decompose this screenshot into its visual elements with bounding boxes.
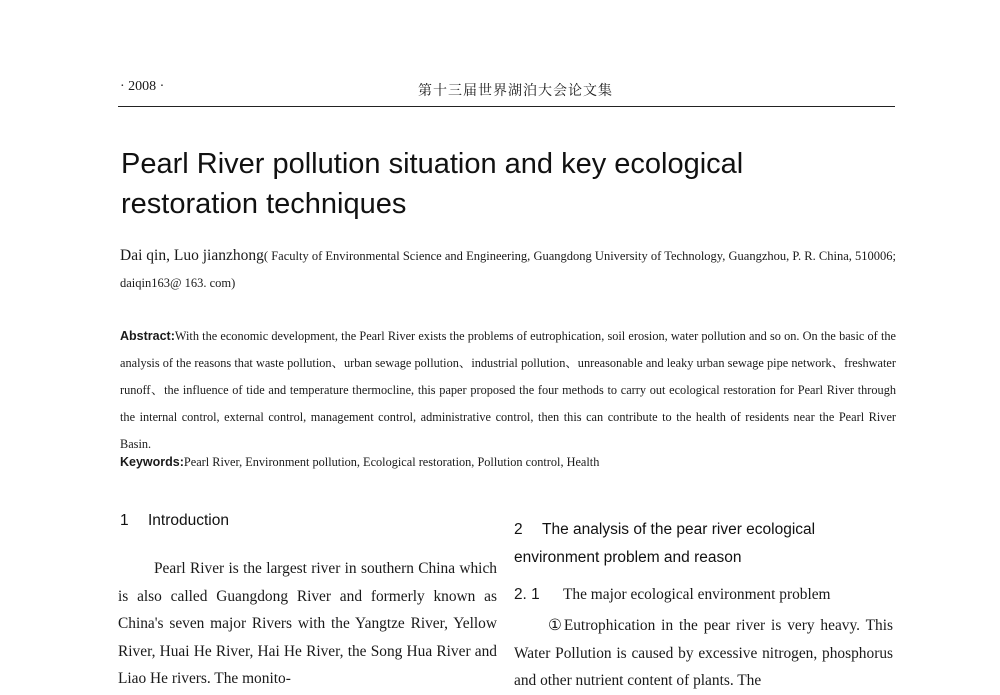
section-1-title: Introduction: [148, 512, 229, 529]
keywords-text: Pearl River, Environment pollution, Ecological restoration, Pollution control, Health: [183, 455, 600, 469]
section-2-body: ①Eutrophication in the pear river is very heavy. This Water Pollution is caused by excessive nitrogen, phosphorus and other nutrient content of plants. The: [514, 617, 893, 689]
subsection-2-1-title: The major ecological environment problem: [563, 586, 831, 603]
paper-title: Pearl River pollution situation and key ecological restoration techniques: [121, 148, 744, 220]
keywords-label: Keywords:: [120, 455, 184, 469]
subsection-2-1-number: 2. 1: [514, 586, 540, 603]
page-marker: · 2008 ·: [120, 79, 165, 94]
author-names: Dai qin, Luo jianzhong: [120, 247, 264, 264]
header-rule: [118, 106, 895, 107]
running-title: 第十三届世界湖泊大会论文集: [418, 83, 613, 99]
abstract-text: With the economic development, the Pearl River exists the problems of eutrophication, soil erosion, water pollution and so on. On the basic of the analysis of the reasons that waste pollution、urban sewage pollution、industrial pollution、unreasonable and leaky urban sewage pipe network、freshwater runoff、the influence of tide and temperature thermocline, this paper proposed the four methods to carry out ecological restoration for Pearl River through the internal control, external control, management control, administrative control, then this can contribute to the health of residents near the Pearl River Basin.: [120, 329, 896, 451]
author-affiliation: ( Faculty of Environmental Science and Engineering, Guangdong University of Technology, Guangzhou, P. R. China, 510006; daiqin163@ 163. com): [120, 249, 896, 290]
section-2-title: The analysis of the pear river ecological environment problem and reason: [514, 521, 816, 566]
section-1-heading: [120, 512, 229, 530]
author-block: [120, 242, 896, 297]
abstract: [120, 323, 896, 458]
section-1-body: Pearl River is the largest river in southern China which is also called Guangdong River and formerly known as China's seven major Rivers with the Yangtze River, Yellow River, Huai He River, Hai He River, the Song Hua River and Liao He rivers. The monito-: [118, 560, 497, 687]
subsection-2-1-heading: [514, 586, 831, 604]
abstract-label: Abstract:: [120, 329, 175, 343]
section-2-number: 2: [514, 521, 523, 538]
section-1-number: 1: [120, 512, 129, 529]
keywords: [120, 449, 896, 476]
section-2-heading: [514, 516, 899, 571]
